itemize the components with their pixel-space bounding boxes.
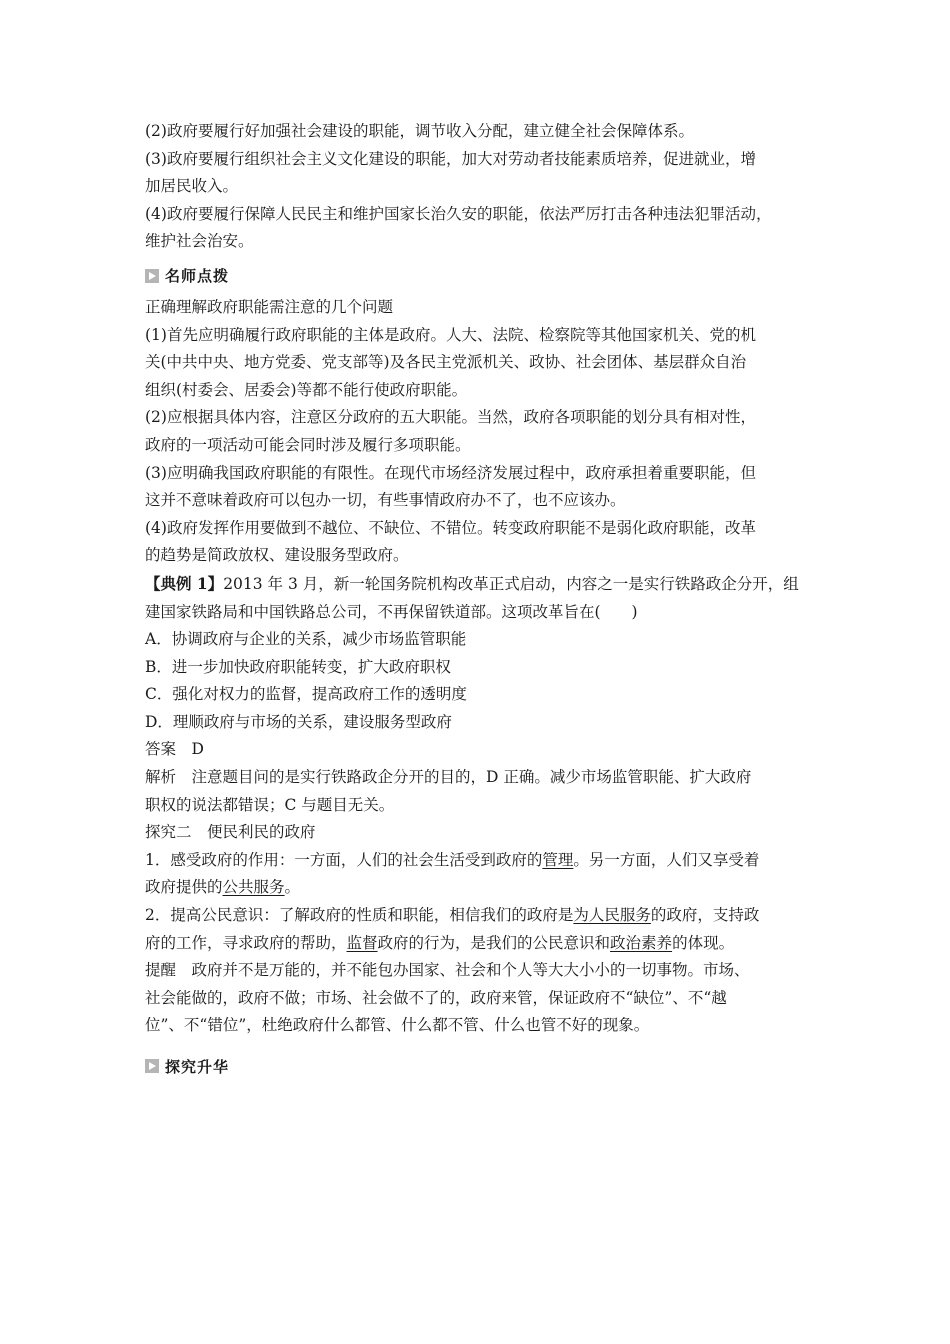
underlined-term: 监督 [346,933,378,952]
tips-line: (4)政府发挥作用要做到不越位、不缺位、不错位。转变政府职能不是弱化政府职能，改革 [145,518,756,537]
intro-line: (4)政府要履行保障人民民主和维护国家长治久安的职能，依法严厉打击各种违法犯罪活动， [145,204,772,223]
option-b: B．进一步加快政府职能转变，扩大政府职权 [145,657,451,676]
tips-line: 关(中共中央、地方党委、党支部等)及各民主党派机关、政协、社会团体、基层群众自治 [145,353,747,372]
intro-line: 维护社会治安。 [145,232,254,251]
intro-line: (2)政府要履行好加强社会建设的职能，调节收入分配，建立健全社会保障体系。 [145,122,694,140]
underlined-term: 公共服务 [222,878,285,897]
underlined-term: 为人民服务 [573,906,651,925]
text-run: 。 [284,878,301,897]
example-question-line: 建国家铁路局和中国铁路总公司，不再保留铁道部。这项改革旨在( ) [145,602,638,621]
example-tag: 【典例 1】 [145,573,224,593]
example-question-text: 2013 年 3 月，新一轮国务院机构改革正式启动，内容之一是实行铁路政企分开，组 [223,574,799,593]
section-header-tips [145,262,813,290]
explore-point-2 [145,902,813,930]
play-triangle-icon [145,269,159,283]
text-run: 2．提高公民意识：了解政府的性质和职能，相信我们的政府是 [145,906,574,925]
explore-point-2-cont [145,930,813,958]
text-run: 的体现。 [672,933,735,952]
intro-line: 加居民收入。 [145,177,239,196]
tips-heading: 正确理解政府职能需注意的几个问题 [145,297,394,316]
explore-title: 探究二 便民利民的政府 [145,823,316,842]
reminder-line: 提醒 政府并不是万能的，并不能包办国家、社会和个人等大大小小的一切事物。市场、 [145,961,750,980]
tips-line: (1)首先应明确履行政府职能的主体是政府。人大、法院、检察院等其他国家机关、党的机 [145,325,756,344]
underlined-term: 管理 [542,850,574,869]
option-a: A．协调政府与企业的关系，减少市场监管职能 [145,630,467,649]
section-header-explore [145,1052,813,1080]
tips-line: (3)应明确我国政府职能的有限性。在现代市场经济发展过程中，政府承担着重要职能，但 [145,463,756,482]
tips-line: 组织(村委会、居委会)等都不能行使政府职能。 [145,380,468,399]
example-question-line [145,570,813,599]
answer: 答案 D [145,740,204,759]
reminder-line: 社会能做的，政府不做；市场、社会做不了的，政府来管，保证政府不“缺位”、不“越 [145,988,727,1007]
tips-line: 政府的一项活动可能会同时涉及履行多项职能。 [145,435,471,454]
section-title: 探究升华 [165,1057,230,1076]
analysis-line: 职权的说法都错误；C 与题目无关。 [145,795,395,814]
tips-line: (2)应根据具体内容，注意区分政府的五大职能。当然，政府各项职能的划分具有相对性， [145,408,756,427]
section-title: 名师点拨 [165,267,230,286]
explore-point-1 [145,847,813,875]
text-run: 政府的行为，是我们的公民意识和 [377,933,611,952]
underlined-term: 政治素养 [610,933,673,952]
text-run: 1．感受政府的作用：一方面，人们的社会生活受到政府的 [145,850,543,869]
tips-line: 这并不意味着政府可以包办一切，有些事情政府办不了，也不应该办。 [145,491,626,510]
text-run: 府的工作，寻求政府的帮助， [145,933,347,952]
document-page [145,118,813,1084]
explore-point-1-cont [145,874,813,902]
text-run: 政府提供的 [145,878,223,897]
play-triangle-icon [145,1059,159,1073]
intro-line: (3)政府要履行组织社会主义文化建设的职能，加大对劳动者技能素质培养，促进就业，增 [145,149,756,168]
analysis-line: 解析 注意题目问的是实行铁路政企分开的目的，D 正确。减少市场监管职能、扩大政府 [145,768,752,787]
text-run: 。另一方面，人们又享受着 [573,850,760,869]
reminder-line: 位”、不“错位”，杜绝政府什么都管、什么都不管、什么也管不好的现象。 [145,1016,650,1035]
text-run: 的政府，支持政 [650,906,760,925]
tips-line: 的趋势是简政放权、建设服务型政府。 [145,546,409,565]
option-d: D．理顺政府与市场的关系，建设服务型政府 [145,712,452,731]
option-c: C．强化对权力的监督，提高政府工作的透明度 [145,685,467,704]
